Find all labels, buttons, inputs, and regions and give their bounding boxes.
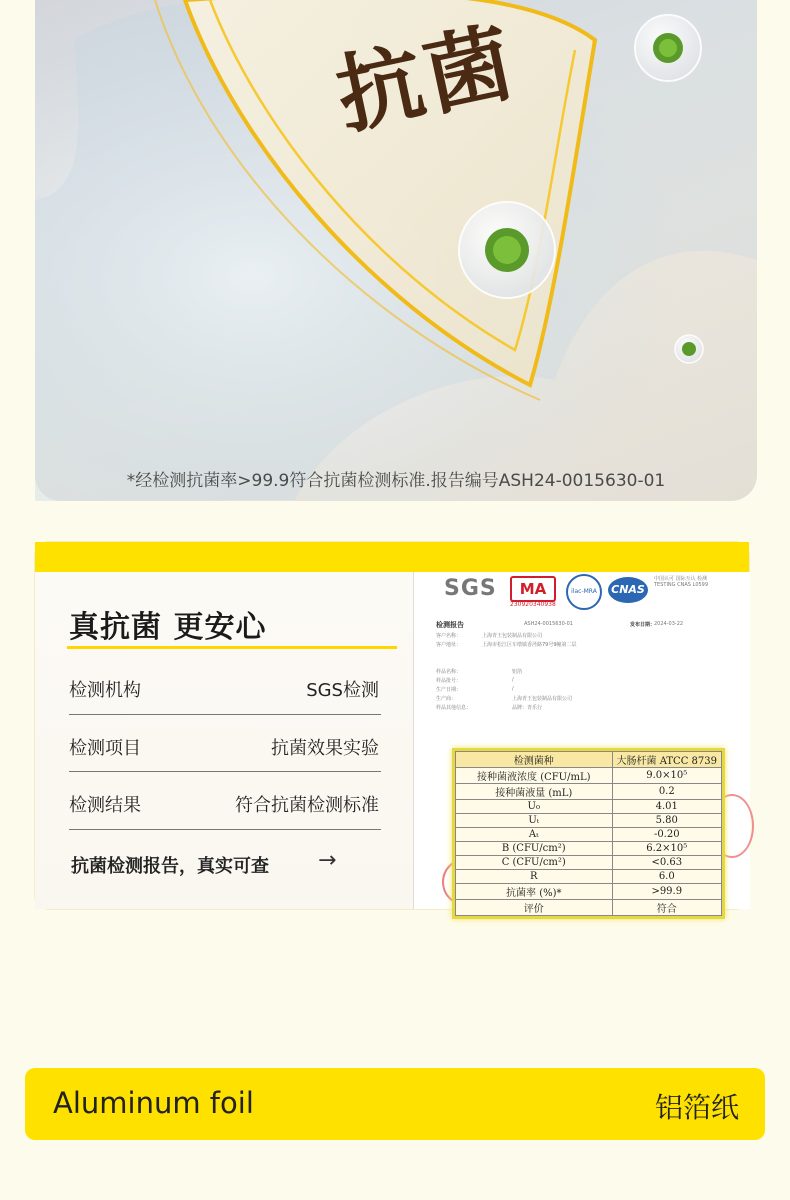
prod-date-label: 生产日期： xyxy=(436,687,462,693)
client-label: 客户名称： xyxy=(436,633,462,639)
card-top-bar xyxy=(35,542,749,572)
report-link[interactable]: 抗菌检测报告，真实可查 xyxy=(71,856,269,877)
info-value: 抗菌效果实验 xyxy=(271,738,379,759)
table-cell: B (CFU/cm²) xyxy=(456,842,613,856)
issue-date: 2024-03-22 xyxy=(654,621,684,627)
maker-name: 上海青王包装制品有限公司 xyxy=(512,696,573,702)
maker-label: 生产商： xyxy=(436,696,457,702)
material-badge xyxy=(25,1068,765,1140)
table-row xyxy=(456,768,722,784)
antibacterial-card xyxy=(35,542,749,915)
hero-image xyxy=(35,0,757,501)
table-header: 检测菌种 xyxy=(456,752,613,768)
hero-title: 抗菌 xyxy=(328,12,526,148)
table-cell: 评价 xyxy=(456,900,613,916)
title-underline xyxy=(67,646,397,649)
table-cell: 符合 xyxy=(612,900,721,916)
bacteria-bubble-small xyxy=(675,335,703,363)
test-report-note: *经检测抗菌率>99.9符合抗菌检测标准.报告编号ASH24-0015630-01 xyxy=(126,471,666,491)
sample-name: 铝箔 xyxy=(512,669,523,675)
table-cell: -0.20 xyxy=(612,828,721,842)
table-row xyxy=(456,828,722,842)
table-row xyxy=(456,842,722,856)
info-label: 检测项目 xyxy=(69,738,141,759)
info-label: 检测结果 xyxy=(69,795,141,816)
table-cell: Uₜ xyxy=(456,814,613,828)
sample-batch: / xyxy=(512,677,514,683)
cma-number: 230920340938 xyxy=(510,601,556,608)
sample-name-label: 样品名称： xyxy=(436,669,462,675)
table-cell: C (CFU/cm²) xyxy=(456,856,613,870)
sgs-logo: SGS xyxy=(444,576,497,601)
bacteria-bubble-large xyxy=(459,202,555,298)
table-row xyxy=(456,900,722,916)
report-document xyxy=(413,572,750,915)
table-cell: 0.2 xyxy=(612,784,721,800)
table-cell: 6.2×10⁵ xyxy=(612,842,721,856)
divider xyxy=(69,714,381,715)
table-header-row xyxy=(456,752,722,768)
card-title: 真抗菌 更安心 xyxy=(69,610,267,645)
table-cell: 抗菌率 (%)* xyxy=(456,884,613,900)
table-cell: 9.0×10⁵ xyxy=(612,768,721,784)
table-row xyxy=(456,800,722,814)
ilac-mra-logo: ilac-MRA xyxy=(566,574,602,610)
table-cell: 接种菌液浓度 (CFU/mL) xyxy=(456,768,613,784)
table-row xyxy=(456,784,722,800)
cnas-text: 中国认可 国际互认 检测 TESTING CNAS L0599 xyxy=(654,576,709,588)
table-cell: 6.0 xyxy=(612,870,721,884)
table-cell: U₀ xyxy=(456,800,613,814)
other-label: 样品其他信息： xyxy=(436,705,472,711)
other-info: 品牌：青乐行 xyxy=(512,705,543,711)
table-row xyxy=(456,814,722,828)
info-label: 检测机构 xyxy=(69,680,141,701)
bacteria-bubble-medium xyxy=(635,15,701,81)
table-cell: >99.9 xyxy=(612,884,721,900)
info-value: SGS检测 xyxy=(306,680,379,701)
table-cell: Aₜ xyxy=(456,828,613,842)
cnas-logo: CNAS xyxy=(608,577,648,603)
material-name-cn: 铝箔纸 xyxy=(654,1091,739,1124)
table-row xyxy=(456,856,722,870)
client-address: 上海市松江区车墩镇香泾路79号9幢第二层 xyxy=(482,642,577,648)
table-cell: 接种菌液量 (mL) xyxy=(456,784,613,800)
client-name: 上海青王包装制品有限公司 xyxy=(482,633,543,639)
sample-batch-label: 样品批号： xyxy=(436,678,462,684)
table-cell: <0.63 xyxy=(612,856,721,870)
table-row xyxy=(456,870,722,884)
divider xyxy=(69,829,381,830)
info-value: 符合抗菌检测标准 xyxy=(235,795,379,816)
results-table xyxy=(452,748,725,919)
table-row xyxy=(456,884,722,900)
report-heading: 检测报告 xyxy=(436,621,464,629)
table-cell: R xyxy=(456,870,613,884)
table-cell: 5.80 xyxy=(612,814,721,828)
material-name-en: Aluminum foil xyxy=(53,1086,254,1120)
divider xyxy=(69,771,381,772)
address-label: 客户地址： xyxy=(436,642,462,648)
cma-logo: MA xyxy=(510,576,556,602)
issue-date-label: 发布日期： xyxy=(630,622,656,628)
arrow-right-icon[interactable]: → xyxy=(318,848,337,873)
report-number: ASH24-0015630-01 xyxy=(524,621,573,627)
prod-date: / xyxy=(512,686,514,692)
table-header: 大肠杆菌 ATCC 8739 xyxy=(612,752,721,768)
table-cell: 4.01 xyxy=(612,800,721,814)
